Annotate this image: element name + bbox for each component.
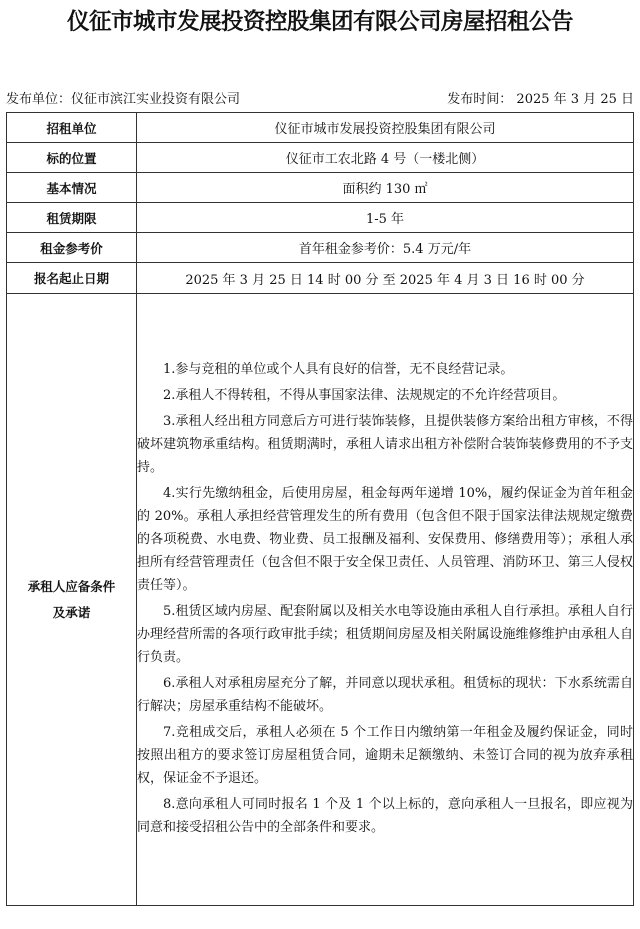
row-label: 招租单位 [7, 113, 137, 143]
conditions-label-line: 承租人应备条件 [27, 578, 116, 594]
publish-time: 发布时间： 2025 年 3 月 25 日 [447, 92, 634, 107]
publisher: 发布单位：仪征市滨江实业投资有限公司 [6, 92, 241, 107]
row-label: 租金参考价 [7, 233, 137, 263]
condition-item: 1.参与竞租的单位或个人具有良好的信誉，无不良经营记录。 [163, 361, 514, 377]
row-value: 1-5 年 [137, 203, 634, 233]
page-title: 仪征市城市发展投资控股集团有限公司房屋招租公告 [66, 9, 573, 35]
conditions-row [7, 294, 634, 906]
table-row [7, 233, 634, 263]
condition-item: 4.实行先缴纳租金，后使用房屋，租金每两年递增 10%，履约保证金为首年租金的 20%。承租人承担经营管理发生的所有费用（包含但不限于国家法律法规规定缴费的各项税费、水电费、物业费、员工报酬及福利、安保费用、修缮费用等）；承租人承担所有经营管理责任（包含但不限于安全保卫责任、人员管理、消防环卫、第三人侵权责任等）。 [137, 485, 633, 593]
table-row [7, 263, 634, 294]
table-row [7, 203, 634, 233]
row-value: 首年租金参考价：5.4 万元/年 [137, 233, 634, 263]
row-value: 面积约 130 ㎡ [137, 173, 634, 203]
table-row [7, 173, 634, 203]
conditions-label-line: 及承诺 [52, 604, 91, 620]
row-value: 2025 年 3 月 25 日 14 时 00 分 至 2025 年 4 月 3 日 16 时 00 分 [137, 263, 634, 294]
row-value: 仪征市工农北路 4 号（一楼北侧） [137, 143, 634, 173]
condition-item: 5.租赁区域内房屋、配套附属以及相关水电等设施由承租人自行承担。承租人自行办理经营所需的各项行政审批手续；租赁期间房屋及相关附属设施维修维护由承租人自行负责。 [137, 603, 633, 665]
row-label: 标的位置 [7, 143, 137, 173]
row-label: 租赁期限 [7, 203, 137, 233]
row-label: 基本情况 [7, 173, 137, 203]
row-label: 报名起止日期 [7, 263, 137, 294]
condition-item: 3.承租人经出租方同意后方可进行装饰装修，且提供装修方案给出租方审核，不得破坏建筑物承重结构。租赁期满时，承租人请求出租方补偿附合装饰装修费用的不予支持。 [137, 413, 633, 475]
condition-item: 8.意向承租人可同时报名 1 个及 1 个以上标的，意向承租人一旦报名，即应视为同意和接受招租公告中的全部条件和要求。 [137, 796, 633, 835]
table-row [7, 143, 634, 173]
condition-item: 6.承租人对承租房屋充分了解，并同意以现状承租。租赁标的现状：下水系统需自行解决；房屋承重结构不能破坏。 [137, 675, 633, 714]
conditions-label [7, 294, 137, 906]
conditions-text [137, 294, 634, 906]
row-value: 仪征市城市发展投资控股集团有限公司 [137, 113, 634, 143]
info-table [6, 112, 634, 906]
table-row [7, 113, 634, 143]
condition-item: 2.承租人不得转租，不得从事国家法律、法规规定的不允许经营项目。 [163, 387, 566, 403]
condition-item: 7.竞租成交后，承租人必须在 5 个工作日内缴纳第一年租金及履约保证金，同时按照出租方的要求签订房屋租赁合同，逾期未足额缴纳、未签订合同的视为放弃承租权，保证金不予退还。 [137, 724, 633, 786]
